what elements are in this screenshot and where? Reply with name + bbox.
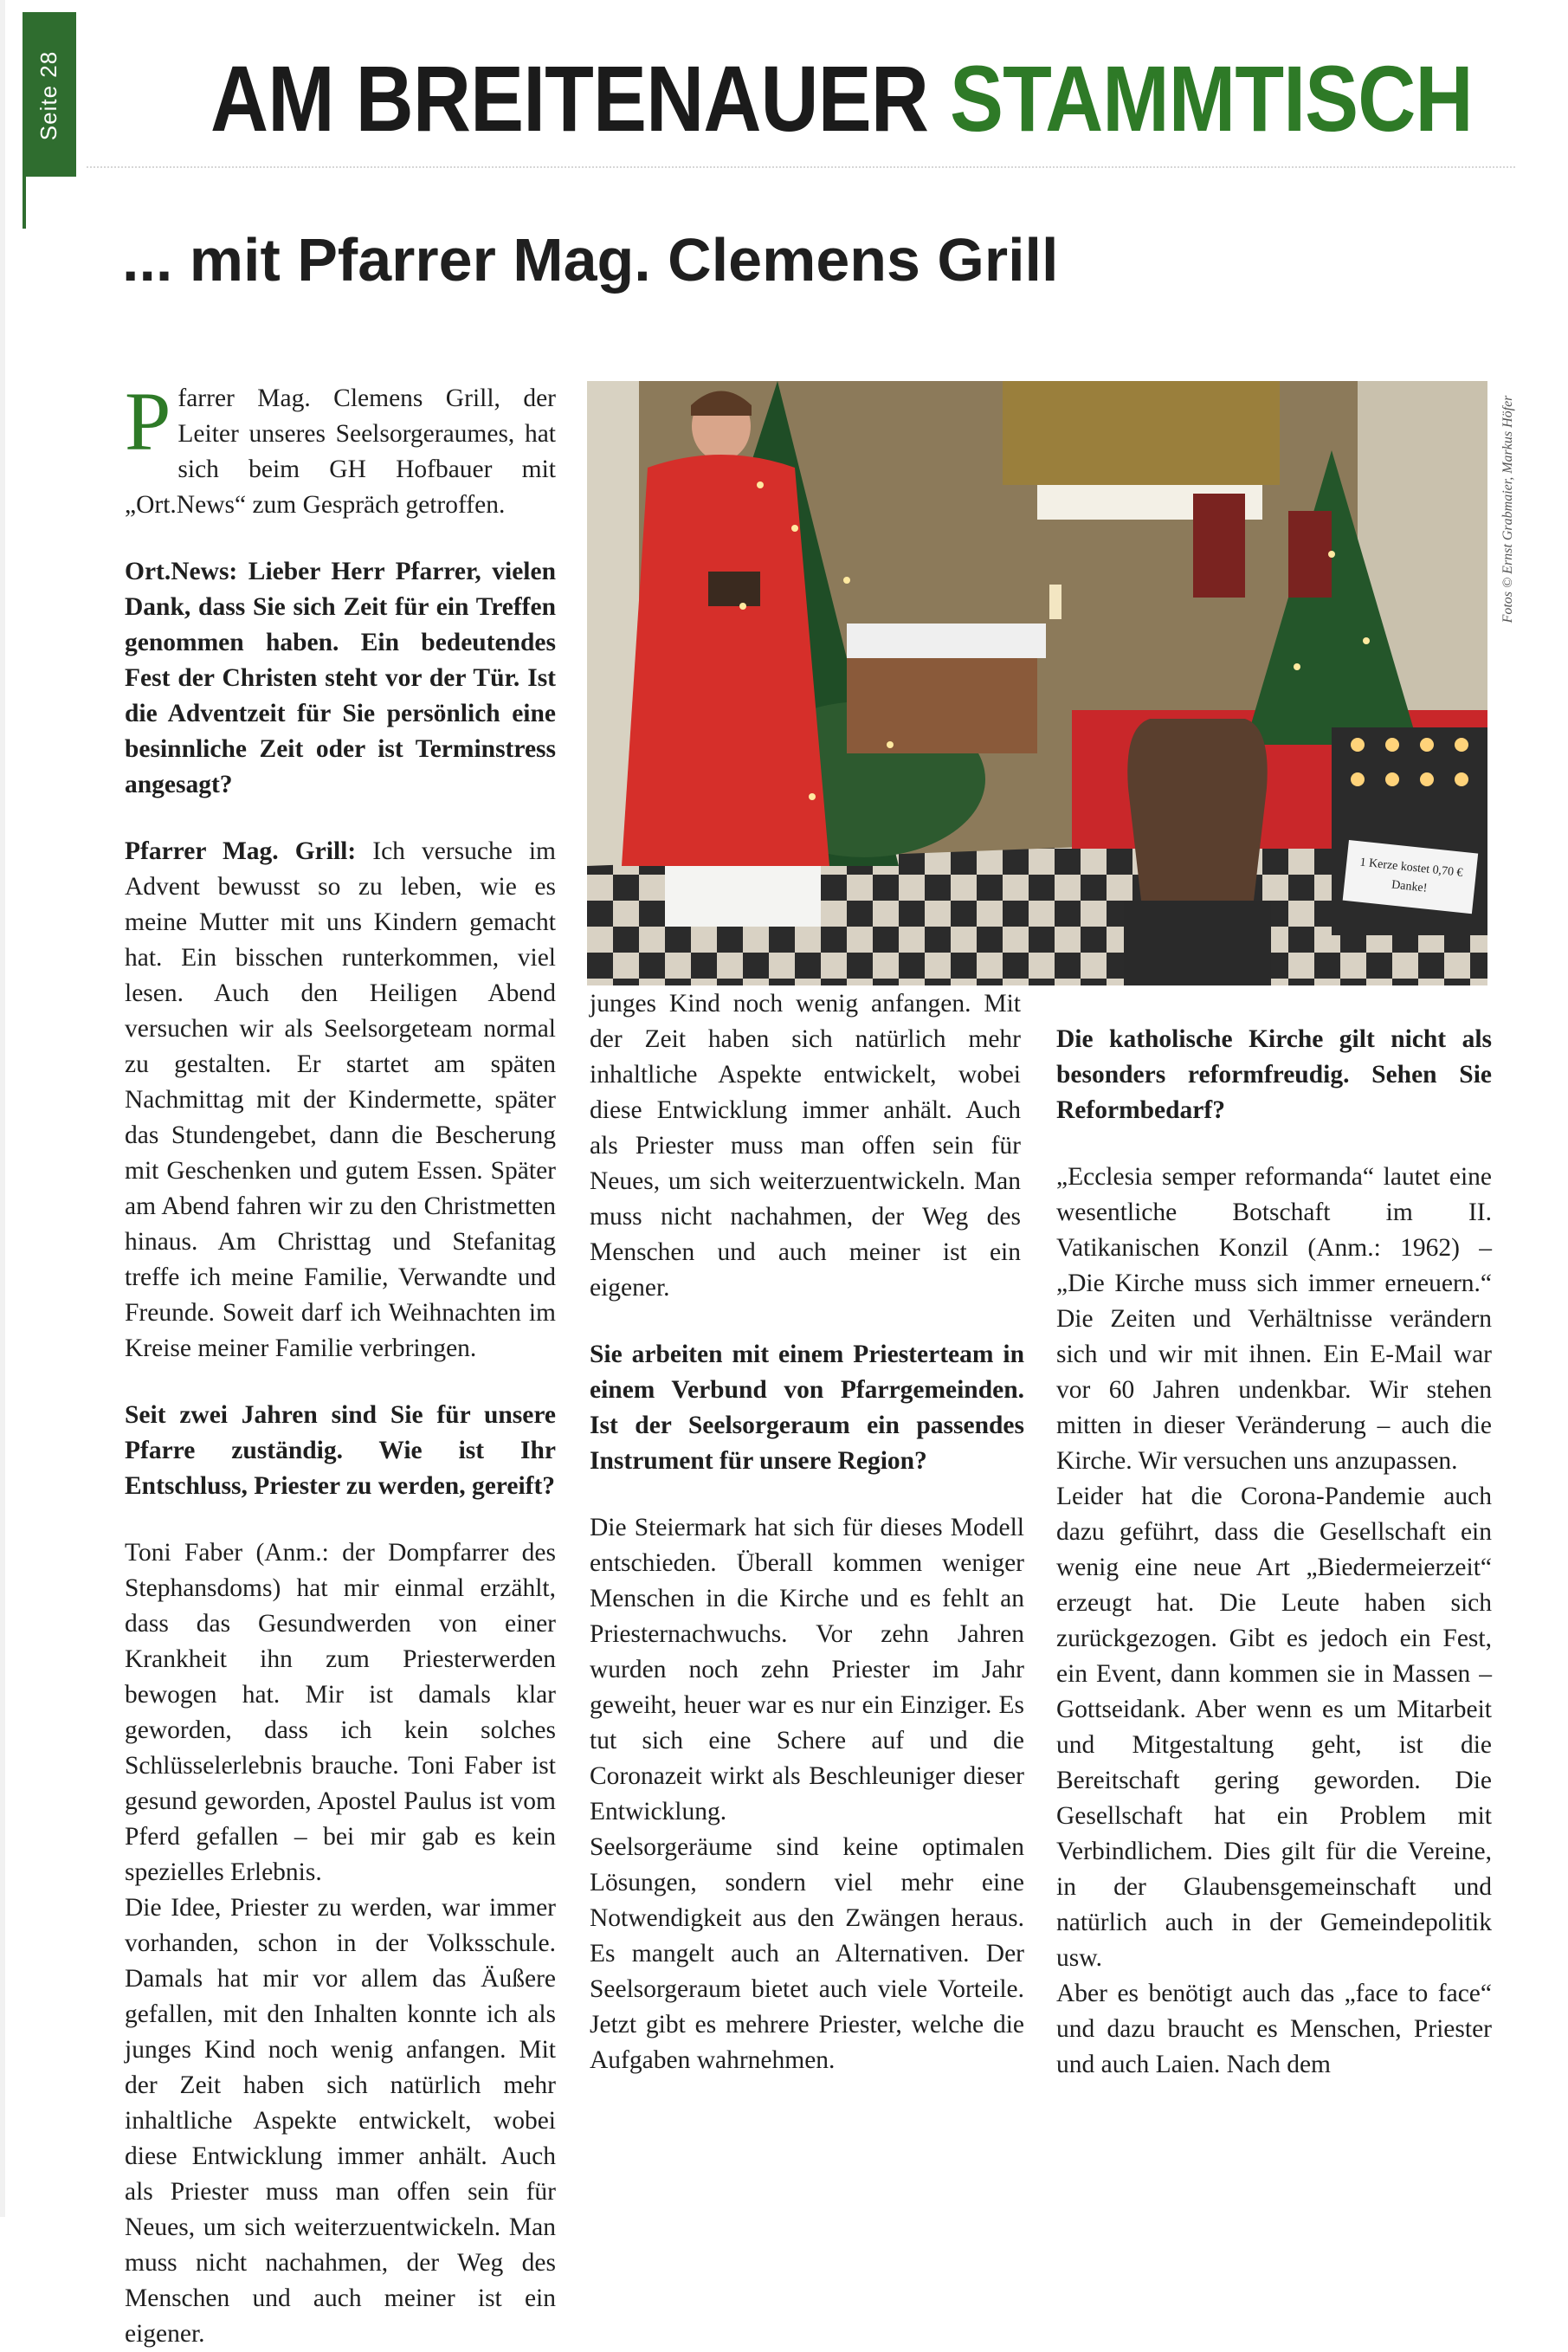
answer-2-paragraph-2-part1: Die Idee, Priester zu werden, war immer vorhanden, schon in der Volksschule. Damals hat mir vor allem das Äußere gefallen, mit den Inhalten konnte ich als junges Kind noch wenig anfangen. Mit der Zeit haben sich natürlich mehr inhaltliche Aspekte entwickelt, wobei diese Entwicklung immer anhält. Auch als Priester muss man offen sein für Neues, um sich weiterzuentwickeln. Man muss nicht nachahmen, der Weg des Menschen und auch meiner ist ein eigener. (125, 1894, 556, 2348)
candle (1049, 585, 1061, 619)
photo-credit: Fotos © Ernst Grabmaier, Markus Höfer (1500, 395, 1515, 624)
answer-2-paragraph-1: Toni Faber (Anm.: der Dompfarrer des Stephansdoms) hat mir einmal erzählt, dass das Gesundwerden von einer Krankheit ihn zum Priesterwerden bewogen hat. Mir ist damals klar geworden, dass ich kein solches Schlüsselerlebnis brauche. Toni Faber ist gesund geworden, Apostel Paulus ist vom Pferd gefallen – bei mir gab es kein spezielles Erlebnis. (125, 1539, 556, 1886)
answer-2-continued (590, 990, 1024, 1306)
page-number: Seite 28 (35, 50, 62, 140)
answer-4-paragraph-3: Aber es benötigt auch das „face to face“ und dazu braucht es Menschen, Priester und auch Laien. Nach dem (1056, 1980, 1492, 2078)
gold-altar-top (1003, 381, 1280, 485)
page-tab-rule (23, 177, 26, 229)
answer-1 (125, 834, 556, 1367)
subtitle: ... mit Pfarrer Mag. Clemens Grill (122, 226, 1059, 294)
church-scene (587, 381, 1487, 985)
answer-1-text: Ich versuche im Advent bewusst so zu leben, wie es meine Mutter mit uns Kindern gemacht hat. Ein bisschen runterkommen, viel lesen. Auch den Heiligen Abend versuchen wir als Seelsorgeteam normal zu gestalten. Er startet am späten Nachmittag mit der Kindermette, später das Stundengebet, dann die Bescherung mit Geschenken und gutem Essen. Später am Abend fahren wir zu den Christmetten hinaus. Am Christtag und Stefanitag treffe ich meine Familie, Verwandte und Freunde. Soweit darf ich Weihnachten im Kreise meiner Familie verbringen. (125, 837, 556, 1362)
answer-4-paragraph-2: Leider hat die Corona-Pandemie auch dazu geführt, dass die Gesellschaft ein wenig eine neue Art „Biedermeierzeit“ erzeugt hat. Die Leute haben sich zurückgezogen. Gibt es jedoch ein Fest, ein Event, dann kommen sie in Massen – Gottseidank. Aber wenn es um Mitarbeit und Mitgestaltung geht, ist die Bereitschaft gering geworden. Die Gesellschaft hat ein Problem mit Verbindlichem. Dies gilt für die Vereine, in der Glaubensgemeinschaft und natürlich auch in der Gemeindepolitik usw. (1056, 1483, 1492, 1972)
column-1 (125, 375, 556, 2348)
photo-credit-wrap (1497, 384, 1520, 635)
sign-text-1: 1 Kerze kostet 0,70 € (1358, 856, 1464, 880)
question-4: Die katholische Kirche gilt nicht als besonders reformfreudig. Sehen Sie Reformbedarf? (1056, 1025, 1492, 1124)
intro-paragraph (125, 375, 556, 523)
water-jug (1127, 719, 1267, 901)
answer-2-paragraph-2-part2: junges Kind noch wenig anfangen. Mit der Zeit haben sich natürlich mehr inhaltliche Aspekte entwickelt, wobei diese Entwicklung immer anhält. Auch als Priester muss man offen sein für Neues, um sich weiterzuentwickeln. Man muss nicht nachahmen, der Weg des Menschen und auch meiner ist ein eigener. (590, 990, 1021, 1302)
priest-white-alb (665, 866, 821, 927)
question-3: Sie arbeiten mit einem Priesterteam in einem Verbund von Pfarrgemeinden. Ist der Seelsorgeraum ein passendes Instrument für unsere Region? (590, 1341, 1024, 1475)
answer-3-paragraph-1: Die Steiermark hat sich für dieses Modell entschieden. Überall kommen weniger Menschen in die Kirche und es fehlt an Priesternachwuchs. Vor zehn Jahren wurden noch zehn Priester im Jahr geweiht, heuer war es nur ein Einziger. Es tut sich eine Schere auf und die Coronazeit wirkt als Beschleuniger dieser Entwicklung. (590, 1514, 1024, 1825)
question-1: Ort.News: Lieber Herr Pfarrer, vielen Dank, dass Sie sich Zeit für ein Treffen genommen haben. Ein bedeutendes Fest der Christen steht vor der Tür. Ist die Adventzeit für Sie persönlich eine besinnliche Zeit oder ist Terminstress angesagt? (125, 558, 556, 798)
headline-dark: AM BREITENAUER (210, 46, 929, 151)
altar-table-cloth (847, 624, 1046, 658)
headline (210, 46, 1473, 151)
drop-cap: P (125, 375, 171, 468)
intro-text: farrer Mag. Clemens Grill, der Leiter unseres Seelsorgeraumes, hat sich beim GH Hofbauer mit „Ort.News“ zum Gespräch getroffen. (125, 384, 556, 519)
red-chair-2 (1288, 511, 1332, 598)
column-2 (590, 990, 1024, 2078)
answer-4-paragraph-1: „Ecclesia semper reformanda“ lautet eine wesentliche Botschaft im II. Vatikanischen Konzil (Anm.: 1962) – „Die Kirche muss sich immer erneuern.“ Die Zeiten und Verhältnisse verändern sich und wir mit ihnen. Ein E-Mail war vor 60 Jahren undenkbar. Wir stehen mitten in dieser Veränderung – auch die Kirche. Wir versuchen uns anzupassen. (1056, 1163, 1492, 1475)
header-divider (87, 166, 1515, 168)
church-photo (587, 381, 1487, 985)
headline-green: STAMMTISCH (950, 46, 1473, 151)
question-2: Seit zwei Jahren sind Sie für unsere Pfarre zuständig. Wie ist Ihr Entschluss, Priester zu werden, gereift? (125, 1401, 556, 1500)
jug-stand (1124, 901, 1271, 985)
sign-text-2: Danke! (1391, 878, 1429, 895)
prayer-book (708, 572, 760, 606)
page-edge (0, 0, 5, 2217)
answer-1-speaker: Pfarrer Mag. Grill: (125, 837, 357, 865)
red-chair (1193, 494, 1245, 598)
column-3 (1056, 1022, 1492, 2083)
answer-3-paragraph-2: Seelsorgeräume sind keine optimalen Lösungen, sondern viel mehr eine Notwendigkeit aus den Zwängen heraus. Es mangelt auch an Alternativen. Der Seelsorgeraum bietet auch viele Vorteile. Jetzt gibt es mehrere Priester, welche die Aufgaben wahrnehmen. (590, 1833, 1024, 2074)
page-number-label-wrap (26, 26, 73, 165)
priest-red-vestment (622, 455, 829, 866)
